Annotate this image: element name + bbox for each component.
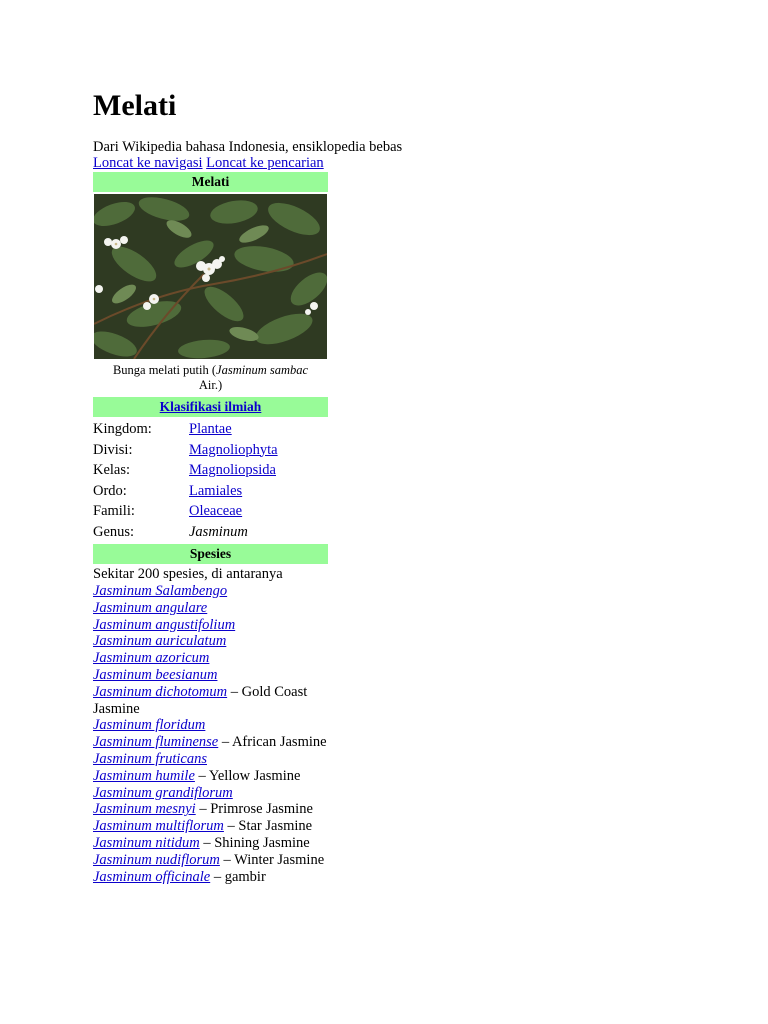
caption-species: Jasminum sambac [216, 363, 309, 377]
species-link[interactable]: Jasminum grandiflorum [93, 784, 233, 801]
species-link[interactable]: Jasminum nudiflorum [93, 851, 220, 868]
taxon-row-ordo [93, 481, 328, 502]
infobox-title: Melati [93, 172, 328, 192]
species-common-name: – Star Jasmine [223, 818, 313, 835]
species-header: Spesies [93, 544, 328, 564]
taxon-key: Genus: [93, 523, 135, 540]
classification-header [93, 397, 328, 417]
species-common-name: – gambir [210, 868, 266, 885]
taxon-row-divisi [93, 440, 328, 461]
list-item [93, 869, 333, 886]
species-list [93, 583, 733, 885]
list-item [93, 818, 333, 835]
species-link[interactable]: Jasminum angustifolium [93, 616, 236, 633]
infobox [93, 172, 328, 564]
species-link[interactable]: Jasminum nitidum [93, 834, 200, 851]
jump-to-navigation-link[interactable]: Loncat ke navigasi [93, 155, 203, 171]
species-common-name: – Winter Jasmine [219, 851, 325, 868]
taxon-row-kelas [93, 460, 328, 481]
list-item [93, 650, 333, 667]
species-link[interactable]: Jasminum azoricum [93, 650, 210, 667]
species-intro: Sekitar 200 spesies, di antaranya [93, 566, 283, 582]
classification-link[interactable]: Klasifikasi ilmiah [159, 399, 262, 414]
taxon-key: Ordo: [93, 482, 127, 499]
species-common-name: – Shining Jasmine [199, 834, 310, 851]
taxon-key: Divisi: [93, 441, 133, 458]
list-item [93, 835, 333, 852]
taxon-link-magnoliophyta[interactable]: Magnoliophyta [189, 441, 278, 458]
caption-suffix: Air.) [198, 378, 223, 392]
species-link[interactable]: Jasminum floridum [93, 717, 206, 734]
list-item [93, 583, 333, 600]
species-common-name: – Yellow Jasmine [194, 767, 301, 784]
caption-prefix: Bunga melati putih ( [112, 363, 217, 377]
species-link[interactable]: Jasminum officinale [93, 868, 211, 885]
taxon-link-plantae[interactable]: Plantae [189, 421, 232, 437]
species-link[interactable]: Jasminum auriculatum [93, 633, 227, 650]
image-caption [93, 359, 328, 397]
taxon-link-oleaceae[interactable]: Oleaceae [189, 503, 243, 519]
species-link[interactable]: Jasminum dichotomum [93, 683, 228, 700]
species-link[interactable]: Jasminum mesnyi [93, 801, 196, 818]
taxon-link-magnoliopsida[interactable]: Magnoliopsida [189, 462, 276, 478]
jasmine-photo[interactable] [94, 194, 327, 359]
page-title: Melati [93, 89, 177, 122]
list-item [93, 633, 333, 650]
list-item [93, 617, 333, 634]
species-link[interactable]: Jasminum fruticans [93, 750, 207, 767]
taxon-genus-value: Jasminum [189, 523, 248, 540]
species-link[interactable]: Jasminum beesianum [93, 666, 218, 683]
list-item [93, 768, 333, 785]
species-common-name: – Primrose Jasmine [195, 801, 313, 818]
species-link[interactable]: Jasminum multiflorum [93, 818, 224, 835]
list-item [93, 684, 333, 718]
list-item [93, 751, 333, 768]
list-item [93, 801, 333, 818]
list-item [93, 734, 333, 751]
taxon-key: Kingdom: [93, 421, 152, 437]
species-common-name: – African Jasmine [218, 734, 327, 751]
species-link[interactable]: Jasminum angulare [93, 599, 208, 616]
species-link[interactable]: Jasminum humile [93, 767, 195, 784]
species-link[interactable]: Jasminum fluminense [93, 734, 219, 751]
tagline: Dari Wikipedia bahasa Indonesia, ensiklopedia bebas [93, 139, 403, 155]
list-item [93, 600, 333, 617]
article [93, 86, 733, 885]
taxon-key: Famili: [93, 503, 135, 519]
jasmine-flower-image [94, 194, 327, 359]
taxon-row-genus [93, 522, 328, 543]
jump-to-search-link[interactable]: Loncat ke pencarian [206, 155, 324, 171]
list-item [93, 852, 333, 869]
list-item [93, 785, 333, 802]
species-common-name: – Gold Coast Jasmine [93, 683, 308, 717]
list-item [93, 667, 333, 684]
taxon-link-lamiales[interactable]: Lamiales [189, 482, 243, 499]
taxon-key: Kelas: [93, 462, 131, 478]
list-item [93, 717, 333, 734]
taxon-row-kingdom [93, 419, 328, 440]
jump-links [93, 155, 733, 172]
species-link[interactable]: Jasminum Salambengo [93, 583, 228, 599]
taxon-row-famili [93, 501, 328, 522]
